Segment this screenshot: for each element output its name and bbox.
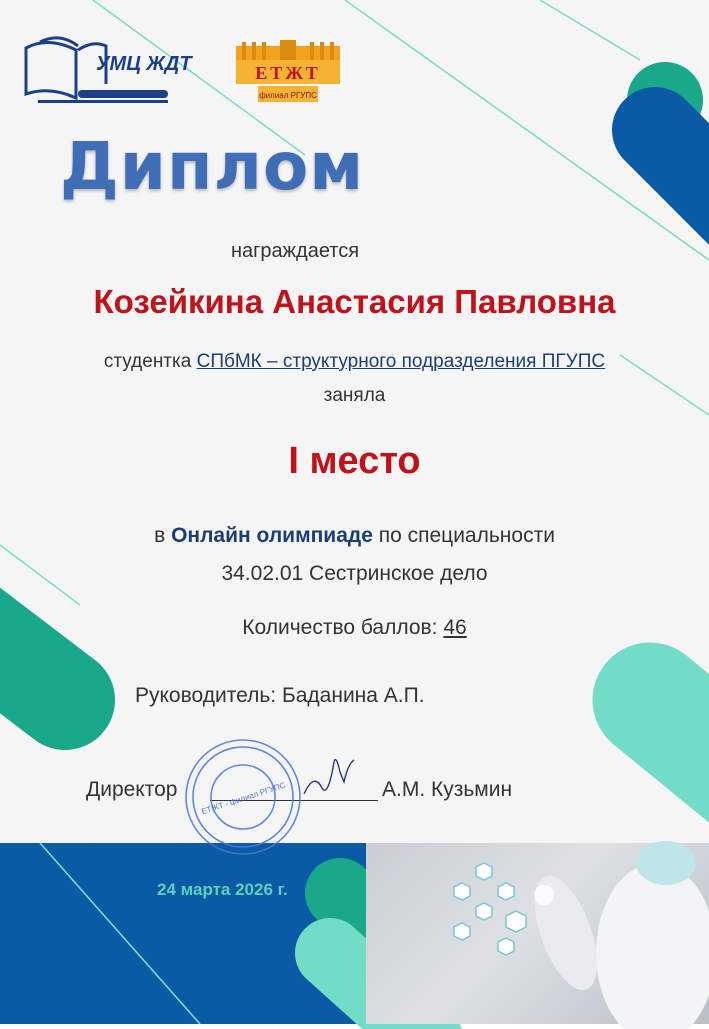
recipient-name: Козейкина Анастасия Павловна [93, 283, 616, 320]
book-icon [26, 42, 76, 98]
director-label: Директор [86, 778, 178, 801]
place-result: I место [288, 440, 421, 482]
glow-icon [534, 885, 554, 905]
umc-logo [18, 28, 192, 113]
signature [300, 752, 360, 802]
medical-hex-icon [498, 883, 514, 900]
decor-capsule [650, 700, 709, 790]
nurse-glove [522, 868, 610, 998]
score-line [0, 616, 709, 640]
institution-link: СПбМК – структурного подразделения ПГУПС [196, 351, 606, 372]
score-value: 46 [443, 616, 467, 639]
diploma-title: Диплом [60, 128, 365, 205]
specialty: 34.02.01 Сестринское дело [221, 562, 488, 585]
contest-suffix: по специальности [372, 524, 555, 547]
awarded-label: награждается [230, 240, 360, 262]
medical-hex-icon [454, 923, 470, 940]
supervisor: Руководитель: Баданина А.П. [135, 684, 425, 707]
stamp-center-text: ЕТЖТ - филиал РГУПС [200, 780, 287, 817]
issue-date: 24 марта 2026 г. [157, 880, 288, 899]
etzht-logo-text: ЕТЖТ [255, 63, 321, 83]
nurse-photo [366, 843, 709, 1024]
medical-hex-icon [454, 883, 470, 900]
decor-line [540, 0, 640, 60]
umc-logo-text: УМЦ ЖДТ [96, 53, 192, 75]
director-name: А.М. Кузьмин [382, 778, 513, 801]
contest-prefix: в [154, 524, 172, 547]
nurse-illustration [366, 843, 709, 1024]
student-prefix: студентка [103, 351, 197, 372]
student-line [0, 351, 709, 373]
nurse-figure [596, 863, 709, 1029]
building-icon [228, 40, 348, 108]
etzht-logo [228, 40, 348, 108]
decor-line [40, 843, 200, 1024]
etzht-logo-subtext: филиал РГУПС [259, 91, 317, 100]
book-icon [18, 28, 192, 113]
nurse-mask [636, 841, 696, 885]
medical-hex-icon [476, 903, 492, 920]
medical-hex-icon [476, 863, 492, 880]
decor-capsule [655, 130, 709, 235]
contest-name: Онлайн олимпиаде [171, 524, 373, 547]
medical-hex-icon [498, 938, 514, 955]
contest-line [0, 524, 709, 548]
score-label: Количество баллов: [242, 616, 444, 639]
official-stamp [178, 735, 308, 860]
shield-icon [506, 911, 526, 932]
took-label: заняла [323, 385, 386, 406]
